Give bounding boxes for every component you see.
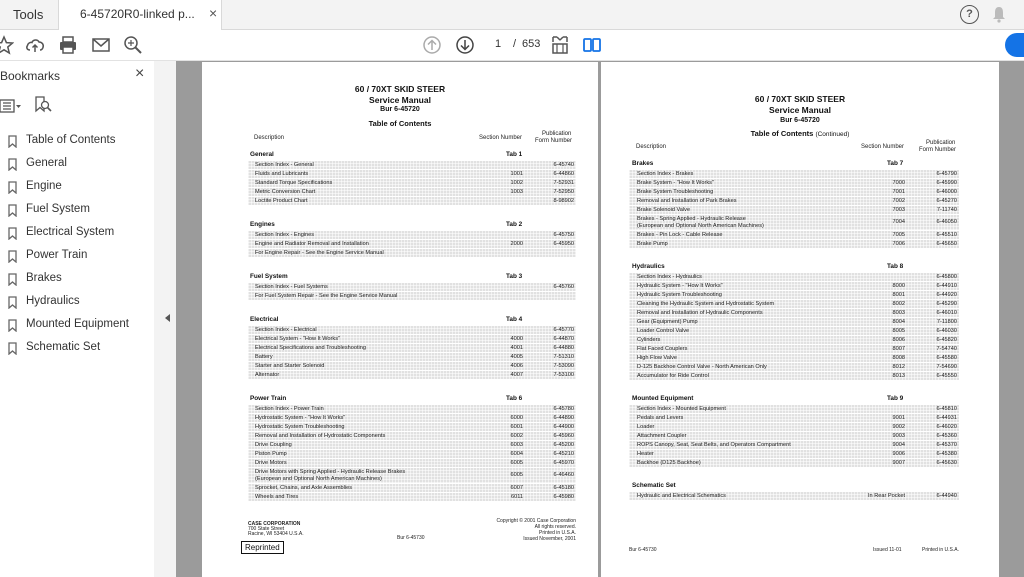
- row-description: Brake Solenoid Valve: [637, 207, 691, 213]
- row-form-number: 6-45770: [553, 327, 574, 333]
- footer-issued: Issued November, 2001: [523, 536, 576, 542]
- row-section-number: 9001: [892, 415, 905, 421]
- row-description: Sprocket, Chains, and Axle Assemblies: [255, 485, 353, 491]
- col-section: Section Number: [479, 135, 523, 141]
- row-description: Cleaning the Hydraulic System and Hydrostatic System: [637, 301, 775, 307]
- row-section-number: 1002: [510, 180, 523, 186]
- section-header-bar: [629, 159, 959, 168]
- row-description: Pedals and Levers: [637, 415, 684, 421]
- row-section-number: 7003: [892, 207, 905, 213]
- page-separator: /: [513, 38, 517, 50]
- row-form-number: 6-46050: [936, 219, 957, 225]
- row-description: For Fuel System Repair - See the Engine Service Manual: [255, 293, 398, 299]
- row-form-number: 7-52931: [553, 180, 574, 186]
- col-form-2: Form Number: [919, 147, 957, 153]
- row-section-number: 9003: [892, 433, 905, 439]
- table-row: [248, 353, 576, 361]
- row-section-number: 8005: [892, 328, 905, 334]
- page-subtitle: Service Manual: [369, 95, 431, 105]
- row-section-number: 7004: [892, 219, 905, 225]
- page-total: 653: [522, 38, 541, 50]
- row-section-number: 7001: [892, 189, 905, 195]
- row-form-number: 6-45630: [936, 460, 957, 466]
- print-icon[interactable]: [58, 35, 78, 55]
- col-form-1: Publication: [926, 140, 956, 146]
- zoom-search-icon[interactable]: [123, 35, 143, 55]
- row-form-number: 6-44920: [936, 292, 957, 298]
- tab-bar: [0, 0, 1024, 30]
- row-section-number: 4001: [510, 345, 523, 351]
- col-form-2: Form Number: [535, 138, 573, 144]
- row-section-number: 7006: [892, 241, 905, 247]
- row-description: Brake System - "How It Works": [637, 180, 714, 186]
- row-description: Attachment Coupler: [637, 433, 687, 439]
- row-form-number: 7-53090: [553, 363, 574, 369]
- row-form-number: 7-52950: [553, 189, 574, 195]
- row-section-number: 9004: [892, 442, 905, 448]
- reprinted-stamp: Reprinted: [241, 541, 284, 554]
- tab-document[interactable]: [58, 0, 222, 30]
- row-description: Gear (Equipment) Pump: [637, 319, 698, 325]
- row-form-number: 7-51310: [553, 354, 574, 360]
- bookmark-item[interactable]: [0, 178, 154, 198]
- toc-heading: [601, 129, 999, 138]
- col-form-1: Publication: [542, 131, 572, 137]
- bookmark-icon: [8, 319, 17, 332]
- table-row: [248, 371, 576, 379]
- bookmark-label: Engine: [26, 180, 62, 192]
- bookmark-icon: [8, 342, 17, 355]
- row-description: Section Index - Electrical: [255, 327, 317, 333]
- row-form-number: 6-45200: [553, 442, 574, 448]
- page-down-icon[interactable]: [455, 35, 475, 55]
- row-section-number: In Rear Pocket: [868, 493, 905, 499]
- pdf-page-left: [202, 62, 598, 577]
- bookmark-icon: [8, 204, 17, 217]
- row-section-number: 4000: [510, 336, 523, 342]
- bookmark-item[interactable]: [0, 293, 154, 313]
- row-form-number: 6-45290: [936, 301, 957, 307]
- col-section: Section Number: [861, 144, 905, 150]
- row-form-number: 6-46460: [553, 472, 574, 478]
- two-page-view-icon[interactable]: [582, 35, 602, 55]
- section-tab: Tab 8: [887, 263, 904, 270]
- section-header-bar: [629, 262, 959, 271]
- section-header-bar: [629, 481, 959, 490]
- section-tab: Tab 1: [506, 151, 523, 158]
- bookmark-item[interactable]: [0, 224, 154, 244]
- bookmark-label: Schematic Set: [26, 341, 101, 353]
- row-form-number: 6-46020: [936, 424, 957, 430]
- row-description: Loctite Product Chart: [255, 198, 308, 204]
- section-title: Schematic Set: [632, 482, 676, 489]
- row-section-number: 7005: [892, 232, 905, 238]
- bookmark-label: General: [26, 157, 67, 169]
- row-form-number: 6-45780: [553, 406, 574, 412]
- table-row: [248, 441, 576, 449]
- row-description: Starter and Starter Solenoid: [255, 363, 325, 369]
- row-section-number: 7002: [892, 198, 905, 204]
- row-form-number: 7-11800: [936, 319, 957, 325]
- row-section-number: 4006: [510, 363, 523, 369]
- bookmark-search-icon[interactable]: [34, 96, 52, 114]
- section-tab: Tab 7: [887, 160, 904, 167]
- upload-icon[interactable]: [25, 35, 45, 55]
- section-title: Fuel System: [250, 273, 288, 280]
- row-description: Flat Faced Couplers: [637, 346, 688, 352]
- bookmark-item[interactable]: [0, 339, 154, 359]
- table-row: [629, 354, 959, 362]
- row-form-number: 6-44860: [553, 171, 574, 177]
- row-form-number: 6-45760: [553, 284, 574, 290]
- row-description: Metric Conversion Chart: [255, 189, 316, 195]
- row-description: Loader Control Valve: [637, 328, 690, 334]
- row-section-number: 6004: [510, 451, 523, 457]
- bookmark-icon: [8, 296, 17, 309]
- col-description: Description: [254, 135, 285, 141]
- table-row: [629, 336, 959, 344]
- row-section-number: 8001: [892, 292, 905, 298]
- bookmark-label: Power Train: [26, 249, 88, 261]
- footer-bur: Bur 6-45730: [397, 535, 425, 541]
- row-description: Section Index - Fuel Systems: [255, 284, 328, 290]
- footer-bur: Bur 6-45730: [629, 547, 657, 553]
- row-description: Alternator: [255, 372, 280, 378]
- row-description: Electrical System - "How It Works": [255, 336, 340, 342]
- options-menu-icon[interactable]: [0, 98, 22, 114]
- toc-heading: Table of Contents: [368, 119, 432, 128]
- bookmark-label: Table of Contents: [26, 134, 116, 146]
- footer-printed: Printed in U.S.A.: [922, 547, 959, 553]
- row-section-number: 1001: [510, 171, 523, 177]
- section-header-bar: [248, 220, 576, 229]
- row-form-number: 6-44870: [553, 336, 574, 342]
- tab-document-label: 6-45720R0-linked p...: [80, 7, 195, 21]
- star-icon[interactable]: [0, 35, 14, 55]
- col-description: Description: [636, 144, 667, 150]
- mail-icon[interactable]: [91, 35, 111, 55]
- row-description: Section Index - General: [255, 162, 314, 168]
- row-form-number: 6-46010: [936, 310, 957, 316]
- bookmark-icon: [8, 250, 17, 263]
- row-description: Hydraulic System Troubleshooting: [637, 292, 722, 298]
- row-description: Drive Motors: [255, 460, 287, 466]
- row-section-number: 6005: [510, 460, 523, 466]
- row-description: Drive Motors with Spring Applied - Hydraulic Release Brakes: [255, 469, 406, 475]
- row-description: High Flow Valve: [637, 355, 677, 361]
- row-description: Electrical Specifications and Troubleshooting: [255, 345, 367, 351]
- row-description: Battery: [255, 354, 273, 360]
- row-description-cont: (European and Optional North American Machines): [637, 223, 764, 229]
- bookmarks-panel: [0, 61, 155, 577]
- row-section-number: 4005: [510, 354, 523, 360]
- row-section-number: 8004: [892, 319, 905, 325]
- section-title: Power Train: [250, 395, 287, 402]
- section-title: Hydraulics: [632, 263, 665, 270]
- row-form-number: 6-45790: [936, 171, 957, 177]
- row-form-number: 6-45990: [936, 180, 957, 186]
- bookmark-icon: [8, 181, 17, 194]
- row-form-number: 6-45800: [936, 274, 957, 280]
- row-form-number: 6-44900: [553, 424, 574, 430]
- row-section-number: 4007: [510, 372, 523, 378]
- row-description: Cylinders: [637, 337, 661, 343]
- row-description: Accumulator for Ride Control: [637, 373, 709, 379]
- row-section-number: 9002: [892, 424, 905, 430]
- row-section-number: 9006: [892, 451, 905, 457]
- row-section-number: 8000: [892, 283, 905, 289]
- row-form-number: 6-45510: [936, 232, 957, 238]
- row-description: Section Index - Brakes: [637, 171, 694, 177]
- row-description: Hydrostatic System - "How It Works": [255, 415, 346, 421]
- bookmark-item[interactable]: [0, 270, 154, 290]
- row-form-number: 6-45360: [936, 433, 957, 439]
- table-row: [248, 459, 576, 467]
- row-section-number: 8013: [892, 373, 905, 379]
- section-header-bar: [248, 150, 576, 159]
- bell-icon[interactable]: [992, 6, 1006, 23]
- row-section-number: 7000: [892, 180, 905, 186]
- row-description: Section Index - Hydraulics: [637, 274, 702, 280]
- row-description: Hydraulic System - "How It Works": [637, 283, 723, 289]
- close-icon[interactable]: ×: [209, 5, 218, 21]
- section-title: Brakes: [632, 160, 654, 167]
- bookmarks-title: Bookmarks: [0, 69, 61, 83]
- row-description: Backhoe (D125 Backhoe): [637, 460, 701, 466]
- row-form-number: 6-44931: [936, 415, 957, 421]
- bookmark-icon: [8, 227, 17, 240]
- row-description: Drive Coupling: [255, 442, 292, 448]
- row-description: Removal and Installation of Hydraulic Components: [637, 310, 763, 316]
- row-form-number: 6-44940: [936, 493, 957, 499]
- row-description: Brake System Troubleshooting: [637, 189, 714, 195]
- section-header-bar: [248, 272, 576, 281]
- row-section-number: 6001: [510, 424, 523, 430]
- row-description: For Engine Repair - See the Engine Service Manual: [255, 250, 384, 256]
- row-form-number: 6-45580: [936, 355, 957, 361]
- section-title: Engines: [250, 221, 275, 228]
- row-description: Fluids and Lubricants: [255, 171, 309, 177]
- row-description: Engine and Radiator Removal and Installation: [255, 241, 369, 247]
- row-description: Brakes - Pin Lock - Cable Release: [637, 232, 723, 238]
- toc-heading-text: Table of Contents: [750, 129, 814, 138]
- row-section-number: 9007: [892, 460, 905, 466]
- row-description: Section Index - Power Train: [255, 406, 324, 412]
- row-section-number: 8003: [892, 310, 905, 316]
- section-title: Electrical: [250, 316, 279, 323]
- row-form-number: 6-46000: [936, 189, 957, 195]
- footer-copyright: Copyright © 2001 Case Corporation: [496, 518, 576, 524]
- row-section-number: 6002: [510, 433, 523, 439]
- footer-company: CASE CORPORATION: [248, 521, 301, 527]
- bookmark-item[interactable]: [0, 132, 154, 152]
- row-description: Hydraulic and Electrical Schematics: [637, 493, 726, 499]
- row-form-number: 6-45270: [936, 198, 957, 204]
- row-description: Brake Pump: [637, 241, 668, 247]
- row-form-number: 7-53100: [553, 372, 574, 378]
- bookmark-item[interactable]: [0, 201, 154, 221]
- row-description: Standard Torque Specifications: [255, 180, 333, 186]
- row-description: Removal and Installation of Hydrostatic Components: [255, 433, 386, 439]
- toolbar: [0, 30, 1024, 61]
- row-form-number: 6-46030: [936, 328, 957, 334]
- section-title: Mounted Equipment: [632, 395, 694, 402]
- close-icon[interactable]: ×: [135, 65, 145, 82]
- row-form-number: 6-45810: [936, 406, 957, 412]
- row-section-number: 6005: [510, 472, 523, 478]
- row-description: Heater: [637, 451, 654, 457]
- row-description: D-125 Backhoe Control Valve - North American Only: [637, 364, 767, 370]
- row-description: Loader: [637, 424, 655, 430]
- section-tab: Tab 2: [506, 221, 523, 228]
- toc-continued: (Continued): [815, 131, 850, 138]
- page-up-icon[interactable]: [422, 35, 442, 55]
- section-tab: Tab 6: [506, 395, 523, 402]
- row-section-number: 8012: [892, 364, 905, 370]
- footer-issued: Issued 11-01: [873, 547, 902, 553]
- row-form-number: 6-45980: [553, 494, 574, 500]
- row-form-number: 6-45970: [553, 460, 574, 466]
- row-description-cont: (European and Optional North American Machines): [255, 476, 382, 482]
- row-form-number: 6-45210: [553, 451, 574, 457]
- footer-address-2: Racine, WI 53404 U.S.A.: [248, 531, 304, 537]
- row-description: Piston Pump: [255, 451, 287, 457]
- table-row: [629, 423, 959, 431]
- bookmark-icon: [8, 273, 17, 286]
- page-subtitle: Service Manual: [769, 105, 831, 115]
- bookmark-item[interactable]: [0, 247, 154, 267]
- row-section-number: 6011: [510, 494, 523, 500]
- bookmark-item[interactable]: [0, 155, 154, 175]
- row-description: Section Index - Mounted Equipment: [637, 406, 726, 412]
- row-form-number: 6-45820: [936, 337, 957, 343]
- page-title: 60 / 70XT SKID STEER: [354, 84, 446, 94]
- section-tab: Tab 3: [506, 273, 523, 280]
- tab-tools[interactable]: Tools: [13, 7, 44, 22]
- page-title: 60 / 70XT SKID STEER: [754, 94, 846, 104]
- row-form-number: 6-45370: [936, 442, 957, 448]
- row-form-number: 6-45650: [936, 241, 957, 247]
- page-number-input[interactable]: 1: [494, 38, 502, 50]
- row-section-number: 8008: [892, 355, 905, 361]
- page-bur: Bur 6-45720: [780, 117, 820, 124]
- row-form-number: 6-44910: [936, 283, 957, 289]
- row-form-number: 7-54740: [936, 346, 957, 352]
- bookmark-label: Electrical System: [26, 226, 115, 238]
- page-bur: Bur 6-45720: [380, 106, 420, 113]
- row-form-number: 6-45180: [553, 485, 574, 491]
- bookmark-label: Fuel System: [26, 203, 90, 215]
- row-section-number: 6003: [510, 442, 523, 448]
- fit-page-icon[interactable]: [550, 35, 570, 55]
- row-section-number: 8007: [892, 346, 905, 352]
- row-form-number: 6-45950: [553, 241, 574, 247]
- pdf-page-right: [601, 62, 999, 577]
- section-header-bar: [248, 394, 576, 403]
- row-description: Removal and Installation of Park Brakes: [637, 198, 737, 204]
- footer-printed: Printed in U.S.A.: [539, 530, 576, 536]
- row-section-number: 8002: [892, 301, 905, 307]
- table-row: [248, 450, 576, 458]
- row-form-number: 7-54690: [936, 364, 957, 370]
- row-description: ROPS Canopy, Seat, Seat Belts, and Operators Compartment: [637, 442, 791, 448]
- bookmark-label: Mounted Equipment: [26, 318, 129, 330]
- row-form-number: 6-45380: [936, 451, 957, 457]
- row-form-number: 6-45750: [553, 232, 574, 238]
- table-row: [629, 240, 959, 248]
- row-form-number: 6-44880: [553, 345, 574, 351]
- row-form-number: 6-45740: [553, 162, 574, 168]
- section-title: General: [250, 151, 274, 158]
- row-description: Wheels and Tires: [255, 494, 299, 500]
- row-section-number: 2000: [510, 241, 523, 247]
- row-form-number: 7-11740: [936, 207, 957, 213]
- row-description: Brakes - Spring Applied - Hydraulic Release: [637, 216, 746, 222]
- row-section-number: 1003: [510, 189, 523, 195]
- share-button[interactable]: [1005, 33, 1024, 57]
- footer-address-1: 700 State Street: [248, 526, 285, 532]
- row-form-number: 8-98902: [553, 198, 574, 204]
- section-tab: Tab 9: [887, 395, 904, 402]
- row-description: Hydrostatic System Troubleshooting: [255, 424, 345, 430]
- footer-rights: All rights reserved.: [534, 524, 576, 530]
- row-form-number: 6-45960: [553, 433, 574, 439]
- row-description: Section Index - Engines: [255, 232, 315, 238]
- bookmark-icon: [8, 158, 17, 171]
- section-header-bar: [248, 315, 576, 324]
- bookmark-label: Brakes: [26, 272, 62, 284]
- row-section-number: 6000: [510, 415, 523, 421]
- row-form-number: 6-45550: [936, 373, 957, 379]
- help-icon[interactable]: ?: [960, 5, 979, 24]
- bookmark-item[interactable]: [0, 316, 154, 336]
- table-row: [629, 450, 959, 458]
- row-form-number: 6-44890: [553, 415, 574, 421]
- bookmark-icon: [8, 135, 17, 148]
- bookmarks-toolbar: [0, 95, 154, 117]
- bookmark-label: Hydraulics: [26, 295, 80, 307]
- row-section-number: 8006: [892, 337, 905, 343]
- collapse-arrow-icon[interactable]: [165, 314, 170, 322]
- section-tab: Tab 4: [506, 316, 523, 323]
- row-section-number: 6007: [510, 485, 523, 491]
